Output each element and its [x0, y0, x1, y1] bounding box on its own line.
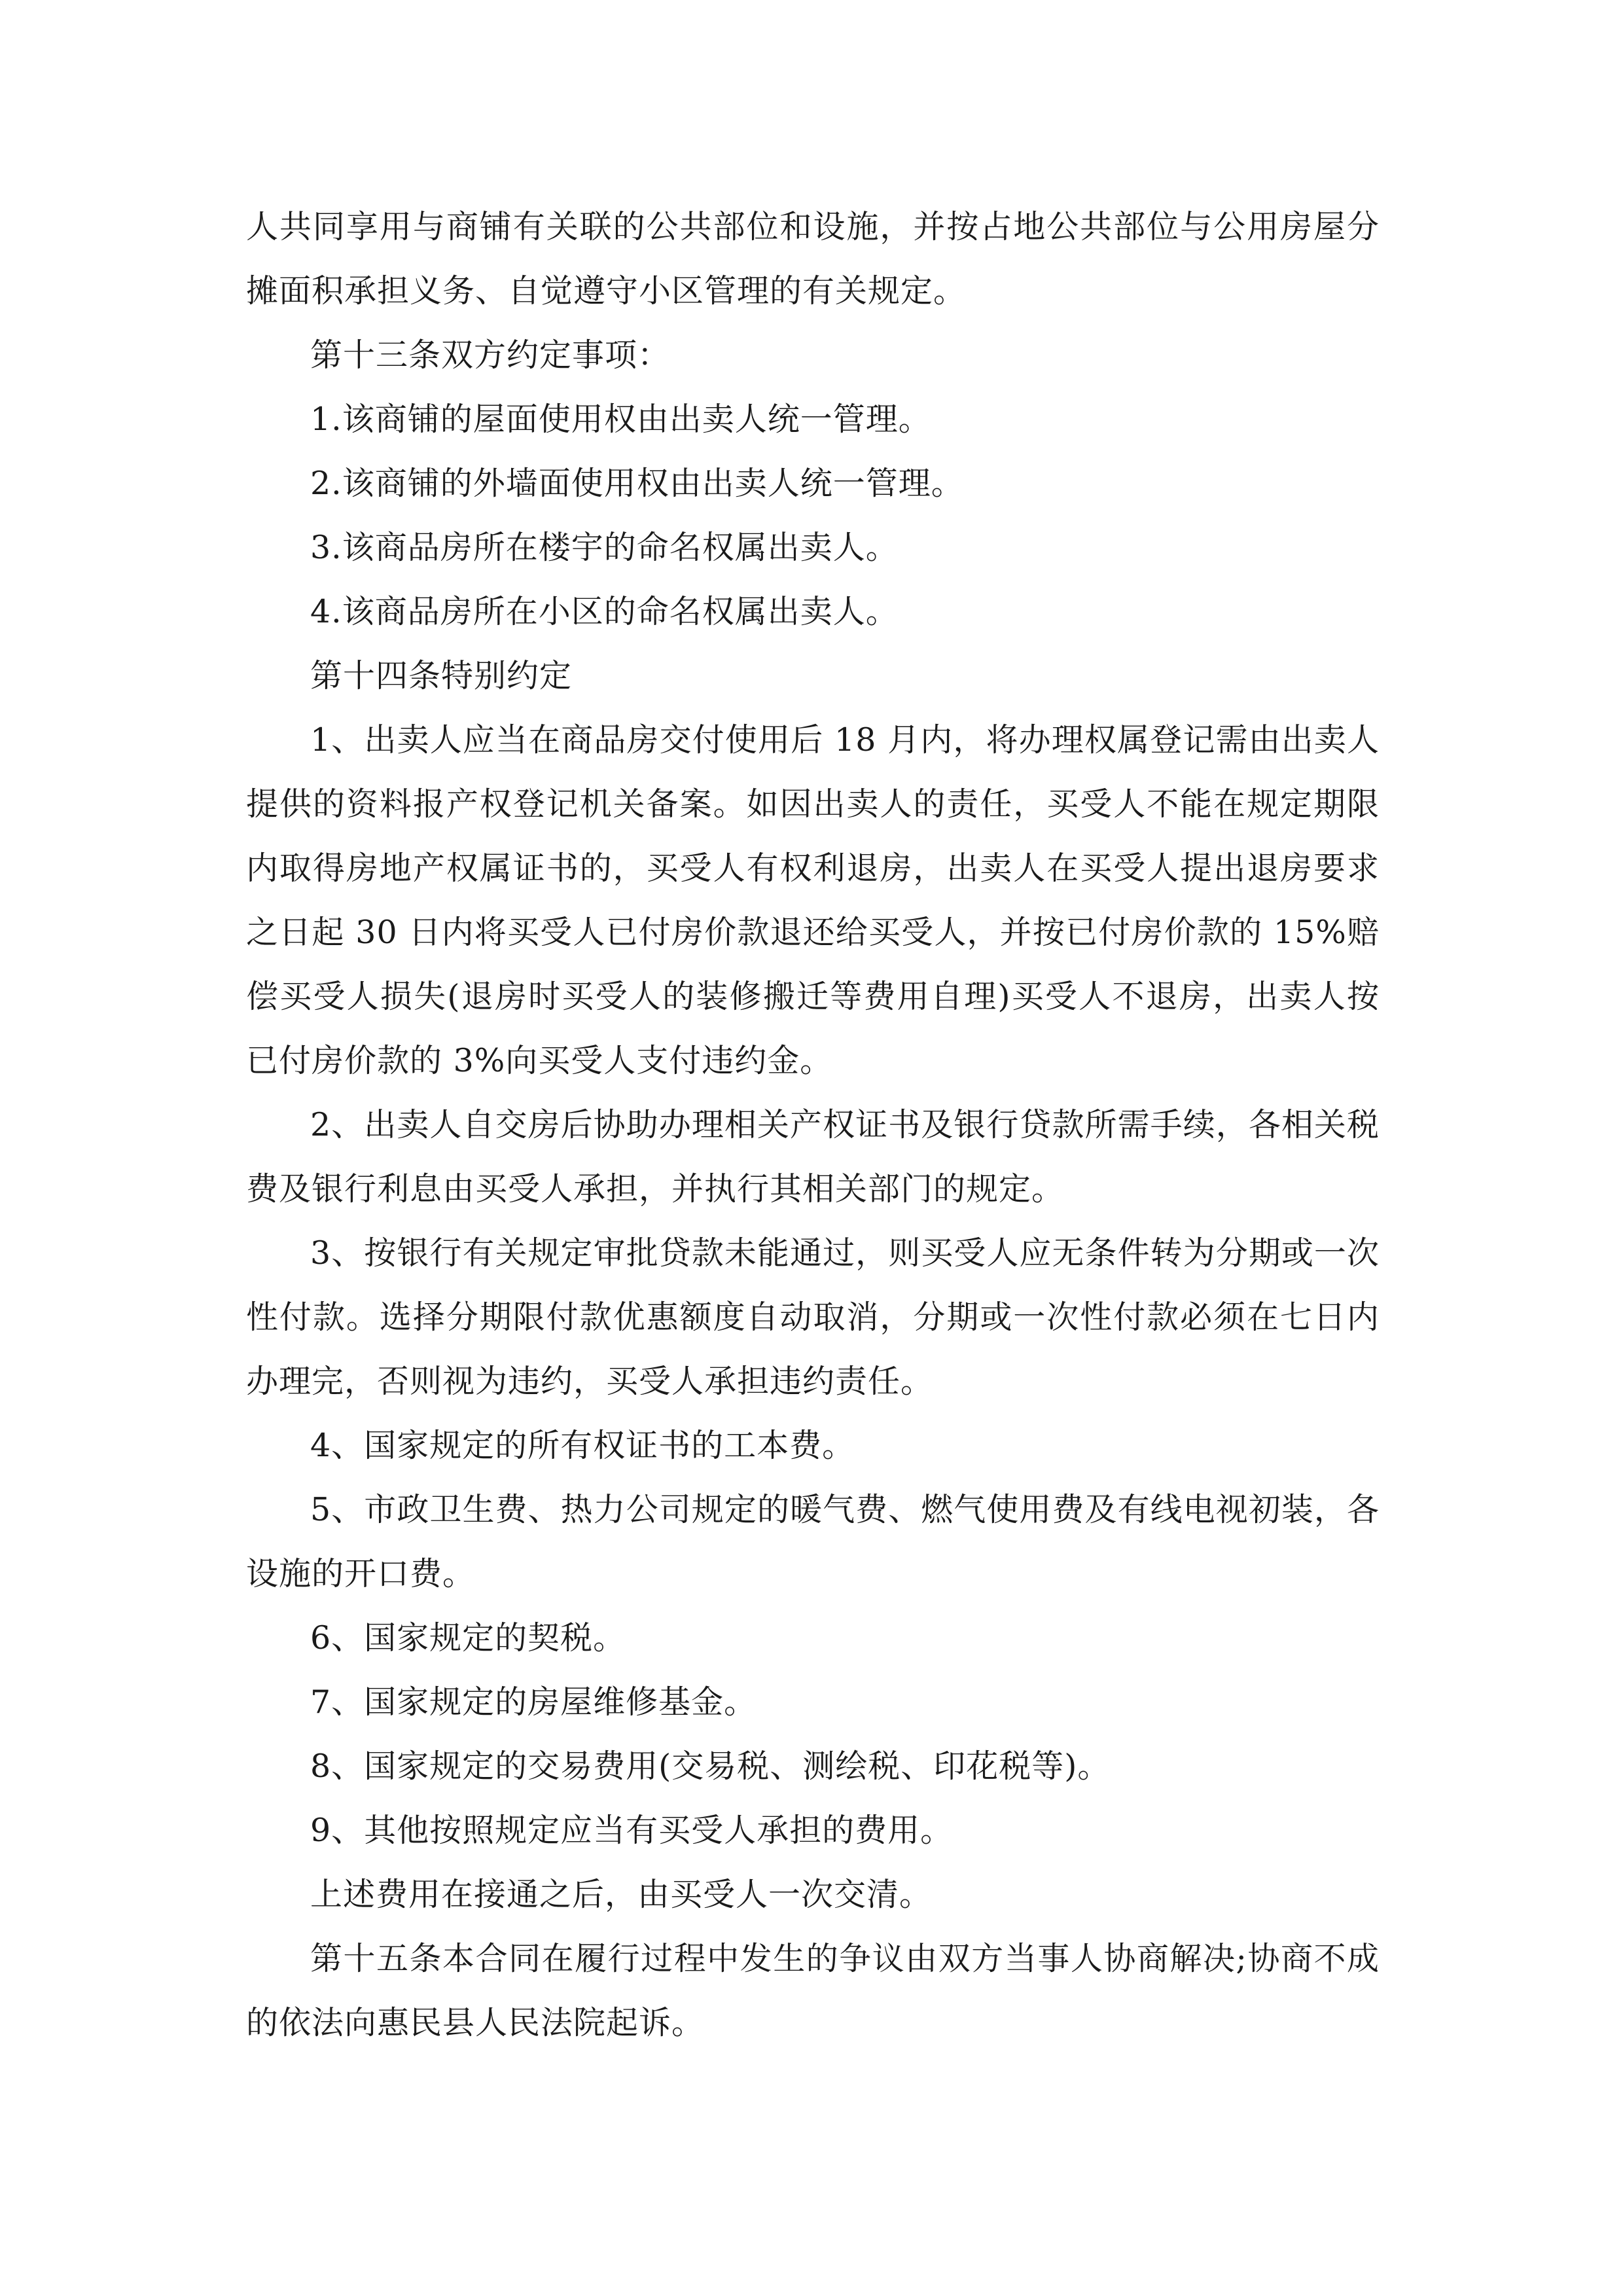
article-14-item-1: 1、出卖人应当在商品房交付使用后 18 月内，将办理权属登记需由出卖人提供的资料报产权登记机关备案。如因出卖人的责任，买受人不能在规定期限内取得房地产权属证书的，买受人有权利退房，出卖人在买受人提出退房要求之日起 30 日内将买受人已付房价款退还给买受人，并按已付房价款的 15%赔偿买受人损失(退房时买受人的装修搬迁等费用自理)买受人不退房，出卖人按已付房价款的 3%向买受人支付违约金。 — [246, 721, 1380, 1079]
article-14-item-8: 8、国家规定的交易费用(交易税、测绘税、印花税等)。 — [310, 1748, 1111, 1785]
document-body — [246, 195, 1380, 2055]
article-13-item-3: 3.该商品房所在楼宇的命名权属出卖人。 — [310, 529, 899, 566]
article-13-heading: 第十三条双方约定事项： — [310, 336, 671, 374]
article-14-heading: 第十四条特别约定 — [310, 657, 573, 694]
article-14-item-6: 6、国家规定的契税。 — [310, 1619, 626, 1657]
article-13-item-2: 2.该商铺的外墙面使用权由出卖人统一管理。 — [310, 465, 964, 502]
article-14-item-2: 2、出卖人自交房后协助办理相关产权证书及银行贷款所需手续，各相关税费及银行利息由买受人承担，并执行其相关部门的规定。 — [246, 1106, 1380, 1208]
article-13-item-4: 4.该商品房所在小区的命名权属出卖人。 — [310, 593, 899, 630]
paragraph-continuation: 人共同享用与商铺有关联的公共部位和设施，并按占地公共部位与公用房屋分摊面积承担义务、自觉遵守小区管理的有关规定。 — [246, 208, 1380, 310]
article-15-paragraph: 第十五条本合同在履行过程中发生的争议由双方当事人协商解决;协商不成的依法向惠民县人民法院起诉。 — [246, 1940, 1380, 2041]
article-13-item-1: 1.该商铺的屋面使用权由出卖人统一管理。 — [310, 401, 931, 438]
article-14-item-5: 5、市政卫生费、热力公司规定的暖气费、燃气使用费及有线电视初装，各设施的开口费。 — [246, 1491, 1380, 1592]
article-14-item-9: 9、其他按照规定应当有买受人承担的费用。 — [310, 1812, 954, 1849]
fees-payment-note: 上述费用在接通之后，由买受人一次交清。 — [310, 1876, 933, 1913]
article-14-item-4: 4、国家规定的所有权证书的工本费。 — [310, 1427, 855, 1464]
article-14-item-7: 7、国家规定的房屋维修基金。 — [310, 1683, 757, 1721]
article-14-item-3: 3、按银行有关规定审批贷款未能通过，则买受人应无条件转为分期或一次性付款。选择分期限付款优惠额度自动取消，分期或一次性付款必须在七日内办理完，否则视为违约，买受人承担违约责任。 — [246, 1234, 1380, 1400]
